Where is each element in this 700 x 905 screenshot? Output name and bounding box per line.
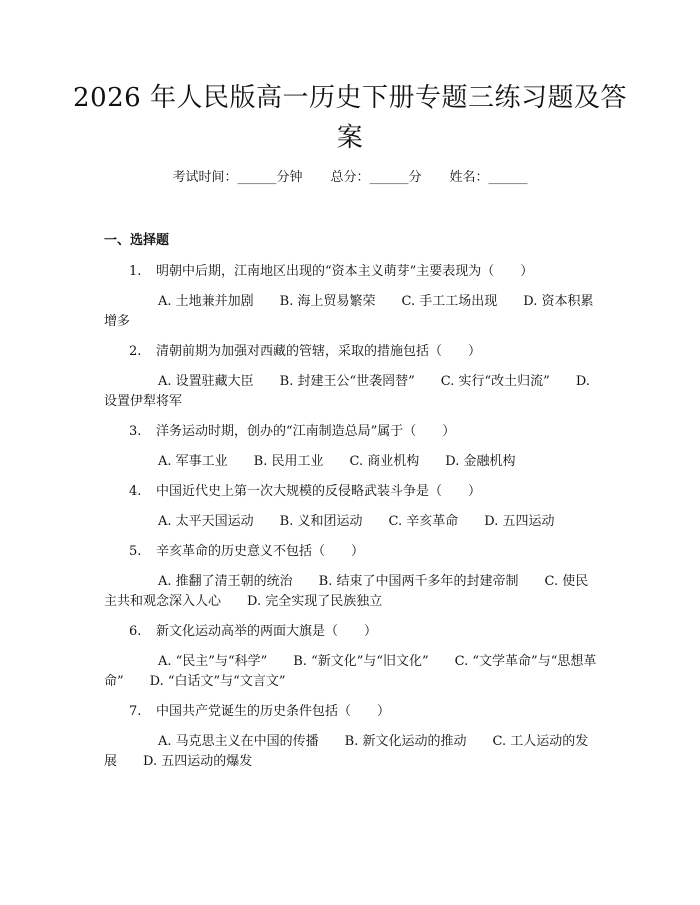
option-list (104, 372, 600, 412)
question-item (104, 482, 600, 532)
option-c: C. 实行“改土归流” (440, 374, 550, 389)
option-b: B. “新文化”与“旧文化” (293, 654, 429, 669)
option-a: A. 设置驻藏大臣 (158, 374, 254, 389)
option-d: D. 设置伊犁将军 (104, 374, 590, 409)
option-d: D. 五四运动的爆发 (143, 754, 253, 769)
option-c: C. 工人运动的发展 (104, 734, 589, 769)
option-c: C. 商业机构 (349, 454, 420, 469)
option-list (104, 652, 600, 692)
question-list (104, 262, 600, 782)
question-number: 6. (129, 624, 142, 639)
section-title: 一、选择题 (104, 233, 170, 248)
question-item (104, 262, 600, 332)
option-b: B. 封建王公“世袭罔替” (279, 374, 415, 389)
question-number: 1. (129, 264, 142, 279)
option-b: B. 义和团运动 (279, 514, 363, 529)
question-item (104, 542, 600, 612)
question-item (104, 702, 600, 772)
option-list (104, 572, 600, 612)
option-b: B. 结束了中国两千多年的封建帝制 (318, 574, 519, 589)
question-number: 4. (129, 484, 142, 499)
option-list (104, 292, 600, 332)
option-a: A. 马克思主义在中国的传播 (158, 734, 319, 749)
option-a: A. 军事工业 (158, 454, 228, 469)
question-number: 3. (129, 424, 142, 439)
option-d: D. “白话文”与“文言文” (149, 674, 286, 689)
question-stem (104, 342, 600, 362)
question-stem (104, 482, 600, 502)
option-b: B. 新文化运动的推动 (344, 734, 467, 749)
question-number: 7. (129, 704, 142, 719)
option-a: A. 推翻了清王朝的统治 (158, 574, 293, 589)
option-b: B. 海上贸易繁荣 (279, 294, 376, 309)
total-score-label: 总分：______分 (330, 170, 422, 185)
option-c: C. “文学革命”与“思想革命” (104, 654, 597, 689)
option-a: A. “民主”与“科学” (158, 654, 268, 669)
page-title: 2026 年人民版高一历史下册专题三练习题及答案 (73, 83, 627, 153)
option-d: D. 金融机构 (445, 454, 516, 469)
question-text: 辛亥革命的历史意义不包括（ ） (156, 544, 365, 559)
question-text: 明朝中后期，江南地区出现的“资本主义萌芽”主要表现为（ ） (156, 264, 534, 279)
option-list (104, 732, 600, 772)
question-item (104, 342, 600, 412)
option-a: A. 太平天国运动 (158, 514, 254, 529)
question-stem (104, 422, 600, 442)
exam-meta (0, 166, 700, 185)
option-a: A. 土地兼并加剧 (158, 294, 254, 309)
option-c: C. 使民主共和观念深入人心 (104, 574, 589, 609)
question-text: 洋务运动时期，创办的“江南制造总局”属于（ ） (156, 424, 456, 439)
question-stem (104, 542, 600, 562)
question-text: 中国近代史上第一次大规模的反侵略武装斗争是（ ） (156, 484, 482, 499)
question-text: 清朝前期为加强对西藏的管辖，采取的措施包括（ ） (156, 344, 482, 359)
option-d: D. 完全实现了民族独立 (247, 594, 383, 609)
option-d: D. 五四运动 (484, 514, 555, 529)
option-c: C. 辛亥革命 (388, 514, 459, 529)
question-text: 中国共产党诞生的历史条件包括（ ） (156, 704, 391, 719)
question-number: 5. (129, 544, 142, 559)
question-stem (104, 702, 600, 722)
student-name-label: 姓名：______ (449, 170, 528, 185)
question-item (104, 422, 600, 472)
question-number: 2. (129, 344, 142, 359)
option-d: D. 资本积累增多 (104, 294, 594, 329)
option-list (104, 512, 600, 532)
question-stem (104, 622, 600, 642)
question-text: 新文化运动高举的两面大旗是（ ） (156, 624, 378, 639)
option-c: C. 手工工场出现 (401, 294, 498, 309)
question-stem (104, 262, 600, 282)
option-b: B. 民用工业 (253, 454, 324, 469)
question-item (104, 622, 600, 692)
exam-time-label: 考试时间：______分钟 (172, 170, 303, 185)
option-list (104, 452, 600, 472)
